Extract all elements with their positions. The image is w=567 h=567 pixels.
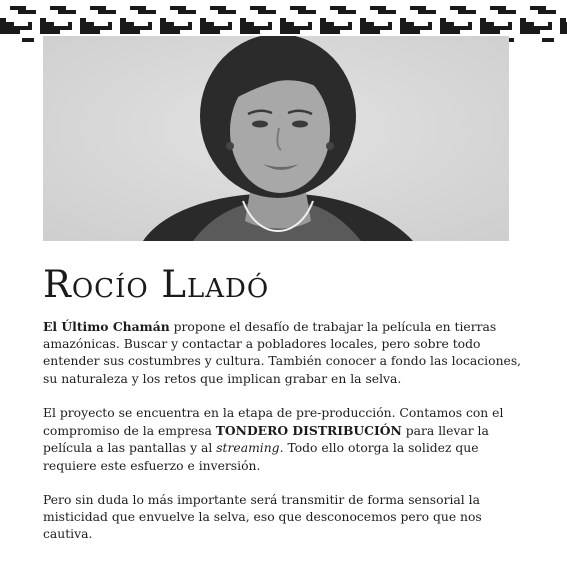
fret-step (240, 18, 272, 34)
fret-step (280, 18, 312, 34)
portrait-photo (43, 36, 509, 241)
fret-step (320, 18, 352, 34)
paragraph-2-text-b: para llevar la película a las pantallas y al (43, 424, 489, 456)
fret-step (50, 6, 76, 14)
fret-step (440, 18, 472, 34)
fret-step (530, 6, 556, 14)
bio-text (43, 318, 529, 561)
fret-step (450, 6, 476, 14)
paragraph-1-text: propone el desafío de trabajar la película en tierras amazónicas. Buscar y contactar a pobladores locales, pero sobre todo entender sus costumbres y cultura. También conocer a fondo las locaciones, su naturaleza y los retos que implican grabar en la selva. (43, 320, 522, 386)
person-name-heading: Rocío Lladó (43, 263, 270, 306)
fret-step (480, 18, 512, 34)
paragraph-2-text-a: El proyecto se encuentra en la etapa de pre-producción. Contamos con el compromiso de la empresa (43, 406, 504, 439)
fret-step (560, 18, 567, 34)
fret-step (400, 18, 432, 34)
film-title: El Último Chamán (43, 319, 170, 334)
fret-step (210, 6, 236, 14)
fret-step (90, 6, 116, 14)
fret-step (410, 6, 436, 14)
fret-step (80, 18, 112, 34)
streaming-word: streaming (216, 441, 280, 456)
paragraph-2-text-c: . Todo ello otorga la solidez que requiere este esfuerzo e inversión. (43, 441, 479, 473)
fret-step (330, 6, 356, 14)
fret-step (0, 18, 32, 34)
fret-step (200, 18, 232, 34)
fret-step (360, 18, 392, 34)
company-name: TONDERO DISTRIBUCIÓN (215, 423, 402, 439)
fret-step (250, 6, 276, 14)
fret-step (170, 6, 196, 14)
fret-step (130, 6, 156, 14)
fret-step (520, 18, 552, 34)
paragraph-2 (43, 405, 529, 475)
fret-step (542, 38, 554, 42)
fret-step (290, 6, 316, 14)
fret-step (40, 18, 72, 34)
fret-step (160, 18, 192, 34)
fret-step (490, 6, 516, 14)
fret-step (10, 6, 36, 14)
fret-step (22, 38, 34, 42)
paragraph-3: Pero sin duda lo más importante será transmitir de forma sensorial la misticidad que envuelve la selva, eso que desconocemos pero que nos cautiva. (43, 493, 482, 542)
paragraph-1 (43, 318, 529, 388)
fret-step (370, 6, 396, 14)
fret-step (120, 18, 152, 34)
